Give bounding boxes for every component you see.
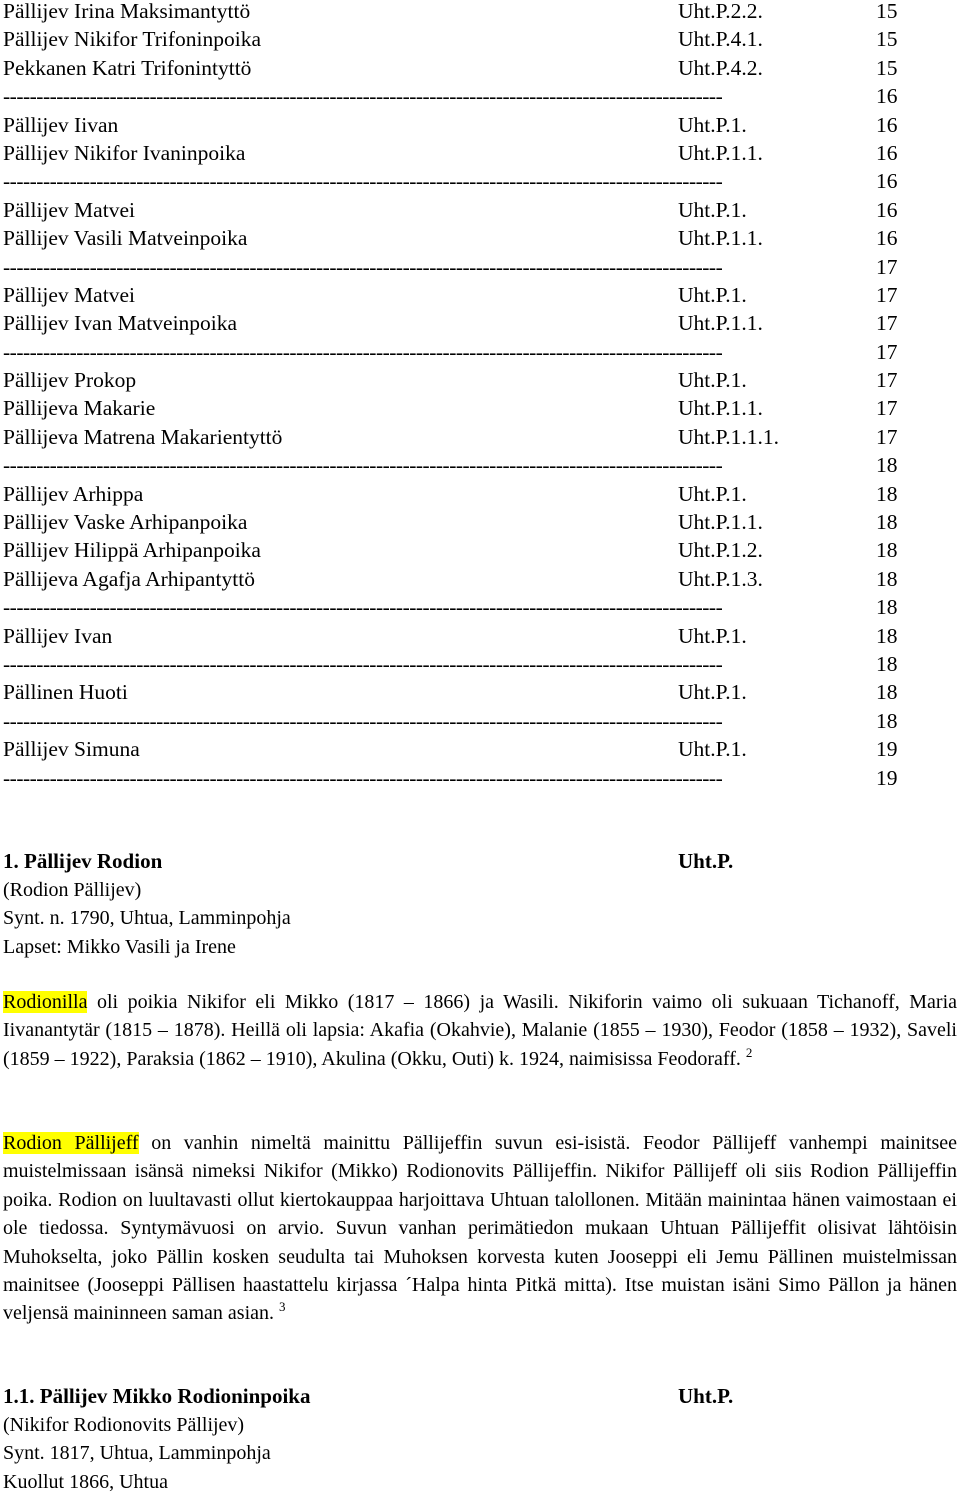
- toc-page-number: 17: [876, 309, 898, 337]
- dashed-separator: ------------------------------------------------------------------------------------------------------------: [3, 338, 768, 366]
- entry-heading-line: [3, 847, 957, 876]
- entry-heading-line: [3, 1382, 957, 1411]
- toc-person-name: Pällijev Vaske Arhipanpoika: [3, 508, 247, 536]
- toc-code: Uht.P.1.1.1.: [678, 423, 779, 451]
- toc-person-name: Pällijev Vasili Matveinpoika: [3, 224, 247, 252]
- toc-page-number: 17: [876, 338, 898, 366]
- toc-person-name: Pällijev Arhippa: [3, 480, 143, 508]
- toc-row: [3, 139, 960, 167]
- highlighted-text: Rodionilla: [3, 991, 87, 1013]
- dashed-separator: ------------------------------------------------------------------------------------------------------------: [3, 593, 768, 621]
- toc-row: [3, 0, 960, 25]
- toc-code: Uht.P.2.2.: [678, 0, 763, 25]
- toc-page-number: 15: [876, 25, 898, 53]
- toc-page-number: 19: [876, 735, 898, 763]
- dashed-separator: ------------------------------------------------------------------------------------------------------------: [3, 451, 768, 479]
- toc-person-name: Pekkanen Katri Trifonintyttö: [3, 54, 251, 82]
- toc-code: Uht.P.1.1.: [678, 139, 763, 167]
- toc-row: [3, 196, 960, 224]
- toc-row: [3, 224, 960, 252]
- toc-row: [3, 111, 960, 139]
- toc-code: Uht.P.1.: [678, 196, 747, 224]
- toc-row: [3, 480, 960, 508]
- toc-separator-row: [3, 167, 960, 195]
- footnote-marker: 3: [279, 1299, 286, 1314]
- dashed-separator: ------------------------------------------------------------------------------------------------------------: [3, 764, 768, 792]
- toc-row: [3, 508, 960, 536]
- paragraph-text: on vanhin nimeltä mainittu Pällijeffin suvun esi-isistä. Feodor Pällijeff vanhempi mainitsee muistelmissaan isänsä nimeksi Nikifor (Mikko) Rodionovits Pällijeffin. Nikifor Pällijeff oli siis Rodion Pällijeffin poika. Rodion on luultavasti ollut kiertokauppaa harjoittava Uhtuan talollonen. Mitään mainintaa hänen vaimostaan ei ole tiedossa. Syntymävuosi on arvio. Suvun vanhan perimätiedon mukaan Uhtuan Pällijeffit olisivat lähtöisin Muhokselta, joko Pällin kosken seudulta tai Muhoksen korvesta kuten Jooseppi eli Jemu Pällinen muistelmissan mainitsee (Jooseppi Pällisen haastattelu kirjassa ´Halpa hinta Pitkä mitta). Itse muistan isäni Simo Pällon ja hänen veljensä maininneen saman asian.: [3, 1132, 957, 1324]
- toc-separator-row: [3, 338, 960, 366]
- footnote-marker: 2: [746, 1045, 753, 1060]
- toc-person-name: Pällijev Ivan: [3, 622, 112, 650]
- toc-person-name: Pällijev Nikifor Ivaninpoika: [3, 139, 245, 167]
- toc-person-name: Pällijev Matvei: [3, 281, 135, 309]
- toc-code: Uht.P.1.2.: [678, 536, 763, 564]
- entry-heading: 1.1. Pällijev Mikko Rodioninpoika: [3, 1384, 310, 1408]
- toc-page-number: 18: [876, 565, 898, 593]
- toc-page-number: 17: [876, 394, 898, 422]
- toc-page-number: 18: [876, 536, 898, 564]
- toc-page-number: 18: [876, 508, 898, 536]
- toc-page-number: 16: [876, 167, 898, 195]
- toc-page-number: 18: [876, 707, 898, 735]
- entry-heading: 1. Pällijev Rodion: [3, 849, 162, 873]
- toc-code: Uht.P.1.: [678, 480, 747, 508]
- toc-person-name: Pällijeva Makarie: [3, 394, 155, 422]
- toc-code: Uht.P.1.1.: [678, 508, 763, 536]
- toc-code: Uht.P.1.3.: [678, 565, 763, 593]
- toc-person-name: Pällijeva Matrena Makarientyttö: [3, 423, 282, 451]
- toc-page-number: 17: [876, 423, 898, 451]
- dashed-separator: ------------------------------------------------------------------------------------------------------------: [3, 650, 768, 678]
- entry-code: Uht.P.: [678, 847, 733, 876]
- toc-page-number: 18: [876, 650, 898, 678]
- toc-row: [3, 622, 960, 650]
- toc-row: [3, 54, 960, 82]
- paragraph-rodion-history: [3, 1129, 957, 1328]
- toc-row: [3, 536, 960, 564]
- dashed-separator: ------------------------------------------------------------------------------------------------------------: [3, 253, 768, 281]
- toc-page-number: 17: [876, 253, 898, 281]
- toc-page-number: 18: [876, 593, 898, 621]
- toc-separator-row: [3, 451, 960, 479]
- toc-row: [3, 309, 960, 337]
- toc-person-name: Pällijev Hilippä Arhipanpoika: [3, 536, 261, 564]
- toc-separator-row: [3, 82, 960, 110]
- toc-page-number: 17: [876, 366, 898, 394]
- toc-page-number: 18: [876, 622, 898, 650]
- toc-page-number: 19: [876, 764, 898, 792]
- toc-row: [3, 423, 960, 451]
- toc-row: [3, 735, 960, 763]
- toc-code: Uht.P.1.: [678, 366, 747, 394]
- entry-detail: Synt. 1817, Uhtua, Lamminpohja: [3, 1439, 957, 1468]
- paragraph-rodion-children: [3, 988, 957, 1073]
- toc-separator-row: [3, 764, 960, 792]
- toc-separator-row: [3, 593, 960, 621]
- toc-person-name: Pällijev Iivan: [3, 111, 118, 139]
- entry-code: Uht.P.: [678, 1382, 733, 1411]
- toc-person-name: Pällijev Ivan Matveinpoika: [3, 309, 237, 337]
- entry-detail: (Rodion Pällijev): [3, 876, 957, 905]
- toc-page-number: 16: [876, 224, 898, 252]
- dashed-separator: ------------------------------------------------------------------------------------------------------------: [3, 82, 768, 110]
- toc-page-number: 16: [876, 196, 898, 224]
- table-of-contents: [3, 0, 960, 792]
- highlighted-text: Rodion Pällijeff: [3, 1132, 139, 1154]
- toc-person-name: Pällijev Simuna: [3, 735, 140, 763]
- toc-code: Uht.P.1.: [678, 678, 747, 706]
- dashed-separator: ------------------------------------------------------------------------------------------------------------: [3, 167, 768, 195]
- toc-page-number: 16: [876, 139, 898, 167]
- toc-person-name: Pällijeva Agafja Arhipantyttö: [3, 565, 255, 593]
- entry-detail: Kuollut 1866, Uhtua: [3, 1468, 957, 1496]
- toc-page-number: 15: [876, 54, 898, 82]
- toc-person-name: Pällinen Huoti: [3, 678, 128, 706]
- entry-detail: Lapset: Mikko Vasili ja Irene: [3, 933, 957, 962]
- toc-page-number: 18: [876, 678, 898, 706]
- paragraph-text: oli poikia Nikifor eli Mikko (1817 – 1866) ja Wasili. Nikiforin vaimo oli sukuaan Tichanoff, Maria Iivanantytär (1815 – 1878). Heillä oli lapsia: Akafia (Okahvie), Malanie (1855 – 1930), Feodor (1858 – 1932), Saveli (1859 – 1922), Paraksia (1862 – 1910), Akulina (Okku, Outi) k. 1924, naimisissa Feodoraff.: [3, 991, 957, 1070]
- entry-rodion: [3, 847, 957, 961]
- toc-code: Uht.P.1.1.: [678, 394, 763, 422]
- entry-mikko: [3, 1382, 957, 1496]
- toc-separator-row: [3, 253, 960, 281]
- entry-detail: Synt. n. 1790, Uhtua, Lamminpohja: [3, 904, 957, 933]
- toc-code: Uht.P.1.: [678, 281, 747, 309]
- toc-code: Uht.P.1.: [678, 735, 747, 763]
- toc-code: Uht.P.1.: [678, 111, 747, 139]
- toc-row: [3, 394, 960, 422]
- toc-page-number: 17: [876, 281, 898, 309]
- toc-row: [3, 678, 960, 706]
- toc-page-number: 16: [876, 111, 898, 139]
- toc-person-name: Pällijev Matvei: [3, 196, 135, 224]
- toc-code: Uht.P.4.1.: [678, 25, 763, 53]
- toc-code: Uht.P.1.1.: [678, 309, 763, 337]
- toc-code: Uht.P.1.: [678, 622, 747, 650]
- toc-page-number: 18: [876, 480, 898, 508]
- toc-row: [3, 281, 960, 309]
- toc-person-name: Pällijev Nikifor Trifoninpoika: [3, 25, 261, 53]
- toc-separator-row: [3, 707, 960, 735]
- entry-detail: (Nikifor Rodionovits Pällijev): [3, 1411, 957, 1440]
- toc-code: Uht.P.4.2.: [678, 54, 763, 82]
- toc-page-number: 18: [876, 451, 898, 479]
- dashed-separator: ------------------------------------------------------------------------------------------------------------: [3, 707, 768, 735]
- toc-separator-row: [3, 650, 960, 678]
- toc-row: [3, 25, 960, 53]
- toc-page-number: 16: [876, 82, 898, 110]
- toc-person-name: Pällijev Prokop: [3, 366, 136, 394]
- toc-code: Uht.P.1.1.: [678, 224, 763, 252]
- toc-page-number: 15: [876, 0, 898, 25]
- toc-row: [3, 366, 960, 394]
- toc-row: [3, 565, 960, 593]
- toc-person-name: Pällijev Irina Maksimantyttö: [3, 0, 250, 25]
